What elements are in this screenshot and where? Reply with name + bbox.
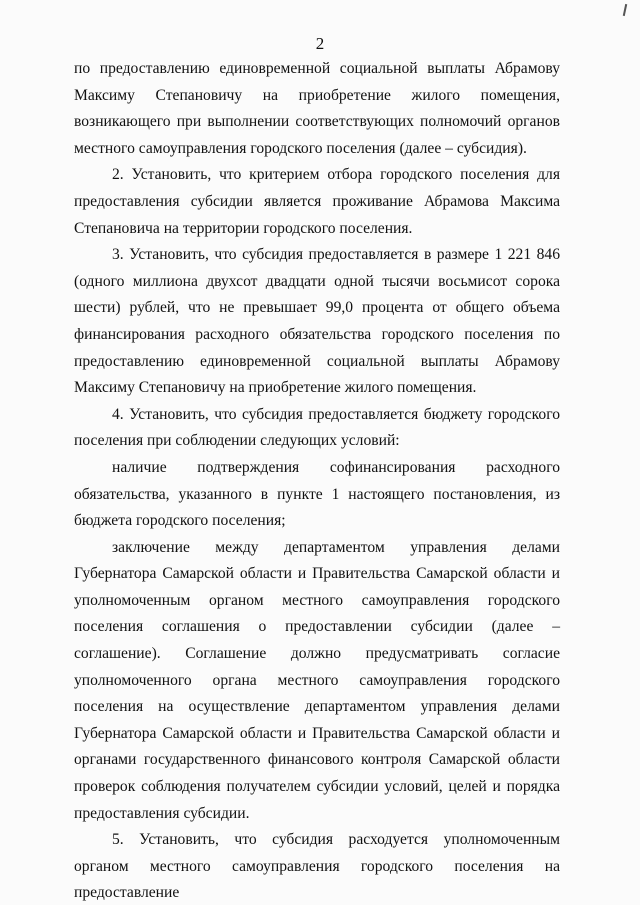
paragraph-item-2: 2. Установить, что критерием отбора городского поселения для предоставления субсидии является проживание Абрамова Максима Степановича на территории городского поселения.	[74, 166, 560, 237]
paragraph-item-4: 4. Установить, что субсидия предоставляется бюджету городского поселения при соблюдении следующих условий:	[74, 405, 560, 450]
document-body	[74, 56, 560, 907]
scan-mark	[623, 4, 627, 16]
page-number: 2	[315, 34, 325, 53]
paragraph-item-5: 5. Установить, что субсидия расходуется уполномоченным органом местного самоуправления городского поселения на предоставление	[74, 831, 560, 902]
paragraph-continuation: по предоставлению единовременной социальной выплаты Абрамову Максиму Степановичу на приобретение жилого помещения, возникающего при выполнении соответствующих полномочий органов местного самоуправления городского поселения (далее – субсидия).	[74, 60, 560, 157]
paragraph-item-3: 3. Установить, что субсидия предоставляется в размере 1 221 846 (одного миллиона двухсот двадцати одной тысячи восьмисот сорока шести) рублей, что не превышает 99,0 процента от общего объема финансирования расходного обязательства городского поселения по предоставлению единовременной социальной выплаты Абрамову Максиму Степановичу на приобретение жилого помещения.	[74, 246, 560, 397]
paragraph-condition-2: заключение между департаментом управления делами Губернатора Самарской области и Правительства Самарской области и уполномоченным органом местного самоуправления городского поселения соглашения о предоставлении субсидии (далее – соглашение). Соглашение должно предусматривать согласие уполномоченного органа местного самоуправления городского поселения на осуществление департаментом управления делами Губернатора Самарской области и Правительства Самарской области и органами государственного финансового контроля Самарской области проверок соблюдения получателем субсидии условий, целей и порядка предоставления субсидии.	[74, 538, 560, 822]
paragraph-condition-1: наличие подтверждения софинансирования расходного обязательства, указанного в пункте 1 настоящего постановления, из бюджета городского поселения;	[74, 458, 560, 530]
